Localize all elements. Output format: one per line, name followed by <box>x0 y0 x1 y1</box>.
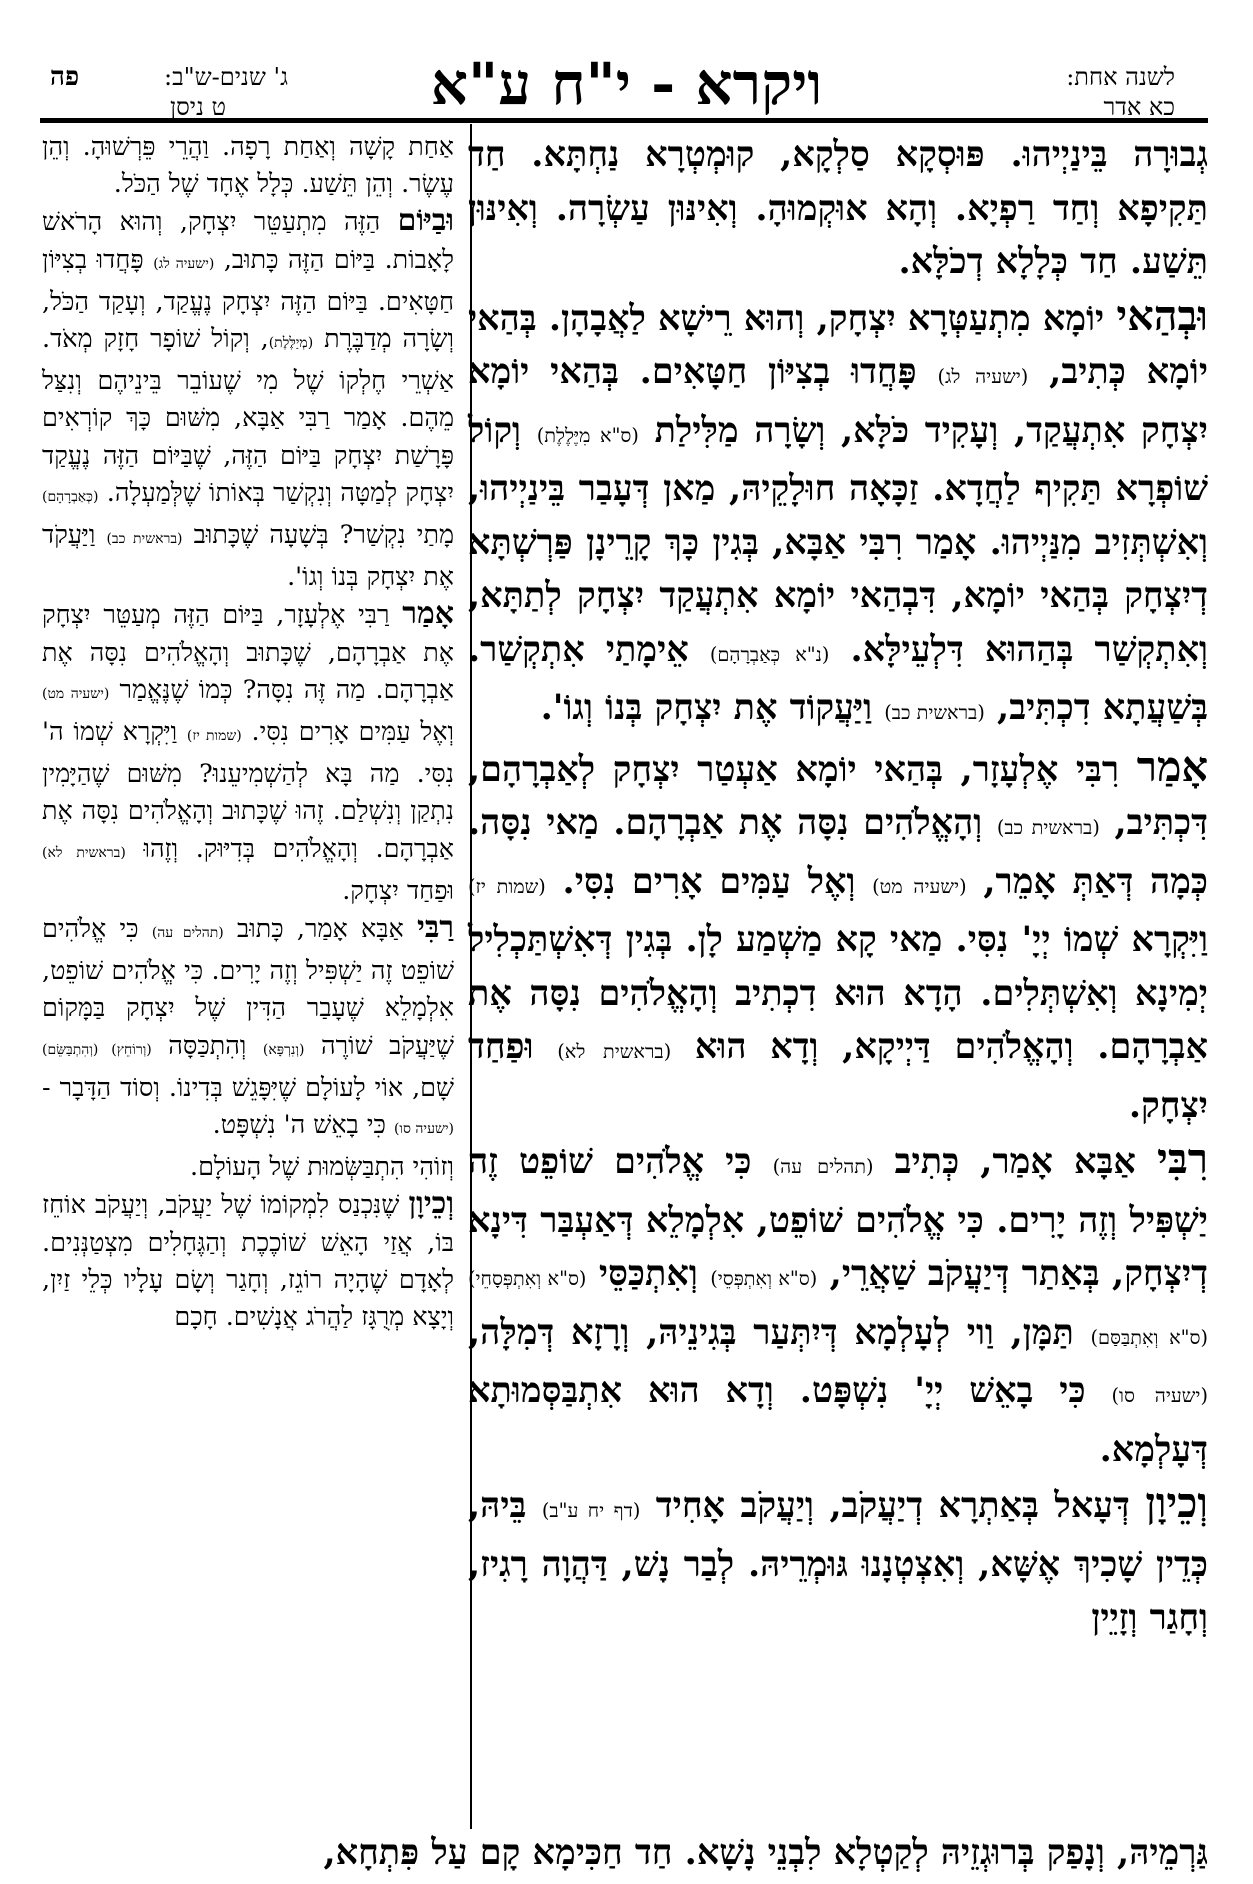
source-reference: (תהלים עה) <box>772 1155 874 1178</box>
aramaic-paragraph-4 <box>468 1132 1208 1476</box>
variant-reading: (ס"א וְאִתְפְּסָחֵי) (ס"א וְאִתְבַּסַּם) <box>468 1267 1208 1349</box>
text-run: פָּחֲדוּ בְצִיּוֹן חַטָּאִים. בַּיּוֹם הַזֶּה יִצְחָק נֶעֱקַד, וְעָקַד הַכֹּל, וְשָׂרָה מְדַבֶּרֶת <box>42 243 454 354</box>
hebrew-paragraph-4 <box>42 909 454 1148</box>
source-reference: (ישעיה סו) <box>393 1121 454 1138</box>
text-run: וַיַּעֲקוֹד אֶת יִצְחָק בְּנוֹ וְגוֹ'. <box>540 687 885 728</box>
text-run: כִּי אֱלֹהִים שׁוֹפֵט זֶה יַשְׁפִּיל וְזֶה יָרִים. כִּי אֱלֹהִים שׁוֹפֵט, אִלְמָלֵא דְּאַעְבַּר דִּינָא דְיִצְחָק, בְּאַתַר דְּיַעֲקֹב שַׁאֲרֵי, <box>468 1141 1208 1294</box>
continuation-line: גַּרְמֵיהּ, וְנָפַק בְּרוּגְזֵיהּ לְקַטְלָא לִבְנֵי נָשָׁא. חַד חַכִּימָא קָם עַל פִּתְחָא, <box>323 1832 1208 1873</box>
aramaic-column <box>468 128 1208 1645</box>
hebrew-paragraph-2 <box>42 202 454 595</box>
source-reference: (שמות יז) <box>186 728 242 745</box>
header-three-year-date: ט ניסן <box>170 93 226 121</box>
text-run: אַבָּא אָמַר, כְּתִיב <box>873 1141 1157 1182</box>
text-run: מָתַי נִקְשַׁר? בְּשָׁעָה שֶׁכָּתוּב <box>182 519 454 550</box>
aramaic-paragraph-5 <box>468 1476 1208 1645</box>
column-divider <box>470 124 472 1829</box>
source-reference: (בראשית כב) <box>884 701 985 724</box>
header-one-year-date: כא אדר <box>1103 93 1175 121</box>
text-run: וְהָאֱלֹהִים נִסָּה אֶת אַבְרָהָם. מַאי נִסָּה. כְּמָה דְּאַתְּ אָמֵר, <box>468 802 1209 902</box>
source-reference: (בראשית לא) <box>557 1040 672 1063</box>
text-run: וְקוֹל שׁוֹפְרָא תַּקִיף לַחֲדָא. זַכָּאָה חוּלָקֵיהּ, מַאן דְּעָבַר בֵּינַיְיהוּ, וְאִשְׁתְּזִיב מִנַּיְיהוּ. אָמַר רִבִּי אַבָּא, בְּגִין כָּךְ קָרֵינָן פַּרְשְׁתָּא דְיִצְחָק בְּהַאי יוֹמָא, דִּבְהַאי יוֹמָא אִתְעֲקַד יִצְחָק לְתַתָּא, וְאִתְקְשַׁר בְּהַהוּא דִּלְעֵילָּא. <box>468 409 1209 670</box>
source-reference: (ישעיה לג) <box>153 255 215 272</box>
text-run: , וְקוֹל שׁוֹפָר חָזָק מְאֹד. אַשְׁרֵי חֶלְקוֹ שֶׁל מִי שֶׁעוֹבֵר בֵּינֵיהֶם וְנִצַּל מֵהֶם. אָמַר רַבִּי אַבָּא, מִשּׁוּם כָּךְ קוֹרְאִים פָּרָשַׁת יִצְחָק בַּיּוֹם הַזֶּה, שֶׁבַּיּוֹם הַזֶּה נֶעֱקַד יִצְחָק לְמַטָּה וְנִקְשַׁר בְּאוֹתוֹ שֶׁלְּמַעְלָה. <box>42 323 454 507</box>
text-run: רַבִּי אֶלְעָזָר, בַּיּוֹם הַזֶּה מְעַטֵּר יִצְחָק אֶת אַבְרָהָם, שֶׁכָּתוּב וְהָאֱלֹהִים נִסָּה אֶת אַבְרָהָם. מַה זֶּה נִסָּה? כְּמוֹ שֶׁנֶּאֱמַר <box>42 599 454 704</box>
opening-word: וּבְהַאי <box>1116 290 1208 340</box>
text-run: וּפַחַד יִצְחָק. <box>468 1026 1208 1126</box>
hebrew-paragraph-6 <box>42 1185 454 1335</box>
variant-reading: (כְּאַבְרָהָם) <box>42 488 99 505</box>
text-run: שָׁם, אוֹי לָעוֹלָם שֶׁיִּפָּגֵשׁ בְּדִינוֹ. וְסוֹד הַדָּבָר - <box>42 1071 454 1102</box>
text-run: אֵימָתַי אִתְקְשַׁר. בְּשַׁעֲתָא דִכְתִּיב, <box>468 628 1208 728</box>
header-three-year-label: ג' שנים-ש"ב: <box>163 63 288 91</box>
page-number: פה <box>50 62 80 92</box>
text-run: וְהִתְכַּסָּה <box>151 1029 263 1060</box>
variant-reading: (וְנִרְפָּא) <box>262 1041 305 1058</box>
hebrew-paragraph-3 <box>42 595 454 909</box>
aramaic-paragraph-2 <box>468 289 1208 740</box>
text-run: תַּמָּן, וַוי לְעָלְמָא דְּיִתְּעַר בְּגִינֵיהּ, וְרָזָא דְּמִלָּה, <box>468 1311 1091 1353</box>
variant-reading: (מְיַלֶּלֶת) <box>268 335 314 352</box>
text-run: יוֹמָא מִתְעַטְּרָא יִצְחָק, וְהוּא רֵישָׁא לַאֲבָהָן. בְּהַאי יוֹמָא כְּתִיב, <box>468 297 1208 392</box>
page-title: ויקרא - י"ח ע"א <box>430 50 823 118</box>
opening-word: וְכֵיוָן <box>1145 1478 1208 1527</box>
text-run: בֵּיהּ, כְּדֵין שָׁכִיךְ אֶשָּׁא, וְאִצְטְנָנוּ גּוּמְרֵיהּ. לְבַר נָשׁ, דַּהֲוָה רָגִיז, וְחָגַר וְזָיֵין <box>468 1485 1208 1638</box>
header-reading-schedule-three-year <box>50 62 288 122</box>
text-run: רִבִּי אֶלְעָזָר, בְּהַאי יוֹמָא אַעְטַר יִצְחָק לְאַבְרָהָם, דִּכְתִּיב, <box>468 748 1208 843</box>
opening-word: וּבַיּוֹם <box>397 203 454 239</box>
source-reference: (ישעיה מט) <box>872 874 967 898</box>
variant-reading: (ס"א וְאִתְפְּסֵי) <box>710 1267 818 1290</box>
text-run: הַזֶּה מִתְעַטֵּר יִצְחָק, וְהוּא הָרֹאשׁ לָאָבוֹת. בַּיּוֹם הַזֶּה כָּתוּב, <box>42 206 454 274</box>
opening-word: וְכֵיוָן <box>408 1186 454 1222</box>
variant-reading: (ס"א מִיֶּלֶלֶת) <box>536 423 639 447</box>
source-reference: (בראשית כב) <box>996 816 1100 839</box>
folio-reference: (דף יח ע"ב) <box>541 1499 641 1522</box>
text-run: וַיִּקְרָא שְׁמוֹ יְיָ' נִסִּי. מַאי קָא מַשְׁמַע לָן. בְּגִין דְּאִשְׁתַּכְלִיל יְמִינָא וְאִשְׁתְּלִים. הָדָא הוּא דִכְתִיב וְהָאֱלֹהִים נִסָּה אֶת אַבְרָהָם. וְהָאֱלֹהִים דַּיְיקָא, וְדָא הוּא <box>468 919 1208 1067</box>
source-reference: (ישעיה מט) <box>42 685 110 702</box>
source-reference: (בראשית כב) <box>106 531 183 548</box>
variant-reading: (נ"א כְּאַבְרָהָם) <box>709 642 830 666</box>
text-run: דְּעָאל בְּאַתְרָא דְיַעֲקֹב, וְיַעֲקֹב אָחִיד <box>640 1485 1146 1526</box>
text-run: כִּי בָאֵשׁ יְיָ' נִשְׁפָּט. וְדָא הוּא אִתְבַּסְּמוּתָא דְּעָלְמָא. <box>468 1370 1208 1470</box>
source-reference: (תהלים עה) <box>151 925 224 942</box>
source-reference: (ישעיה סו) <box>1111 1384 1208 1407</box>
text-run: וְאֶל עַמִּים אָרִים נִסִּי. <box>241 716 454 747</box>
page-header <box>0 0 1253 121</box>
hebrew-paragraph-5: וְזוֹהִי הִתְבַּשְּׂמוּת שֶׁל הָעוֹלָם. <box>190 1151 454 1182</box>
text-run: אַבָּא אָמַר, כָּתוּב <box>223 913 417 944</box>
aramaic-paragraph-1: גְבוּרָה בֵּינַיְיהוּ. פּוּסְקָא סַלְקָא, קוּמְטְרָא נַחְתָּא. חַד תַּקִיפָא וְחַד רַפְיָא. וְהָא אוּקְמוּהָ. וְאִינּוּן עַשְׂרָה. וְאִינּוּן תֵּשַׁע. חַד כְּלָלָא דְכֹלָּא. <box>468 134 1208 282</box>
text-run: וַיַּעֲקֹד אֶת יִצְחָק בְּנוֹ וְגוֹ'. <box>42 519 454 592</box>
text-run: וַיִּקְרָא שְׁמוֹ ה' נִסִּי. מַה בָּא לְהַשְׁמִיעֵנוּ? מִשּׁוּם שֶׁהַיָּמִין נִתְקַן וְנִשְׁלַם. זֶהוּ שֶׁכָּתוּב וְהָאֱלֹהִים נִסָּה אֶת אַבְרָהָם. וְהָאֱלֹהִים בְּדִיּוּק. וְזֶהוּ <box>42 716 454 863</box>
opening-word: רִבִּי <box>1156 1134 1209 1183</box>
text-run: שֶׁנִּכְנַס לִמְקוֹמוֹ שֶׁל יַעֲקֹב, וְיַעֲקֹב אוֹחֵז בּוֹ, אֲזַי הָאֵשׁ שׁוֹכֶכֶת וְהַגֶּחָלִים מִצְטַנְּנִים. לְאָדָם שֶׁהָיָה רוֹגֵז, וְחָגַר וְשָׂם עָלָיו כְּלֵי זַיִן, וְיָצָא מְרֻגָּז לַהֲרֹג אֲנָשִׁים. חָכָם <box>42 1189 454 1332</box>
header-one-year-label: לשנה אחת: <box>1066 63 1175 91</box>
text-run: כִּי בָאֵשׁ ה' נִשְׁפָּט. <box>212 1109 394 1140</box>
source-reference: (ישעיה לג) <box>937 365 1029 388</box>
aramaic-paragraph-3 <box>468 740 1208 1133</box>
header-divider <box>40 118 1208 123</box>
text-run: וּפַחַד יִצְחָק. <box>342 874 454 905</box>
opening-word: אָמַר <box>402 596 454 632</box>
hebrew-paragraph-1: אַחַת קָשָׁה וְאַחַת רָפָה. וַהֲרֵי פֵּרְשׁוּהָ. וְהֵן עֶשֶׂר. וְהֵן תֵּשַׁע. כְּלָל אֶחָד שֶׁל הַכֹּל. <box>42 131 454 199</box>
text-run: וְאִתְכַּסֵּי <box>586 1253 711 1294</box>
source-reference: (שמות יז) <box>468 874 546 898</box>
variant-reading: (וְרוֹחֵץ) (וְהִתְבַּשֵּׂם) <box>42 1041 152 1058</box>
text-run: כִּי אֱלֹהִים שׁוֹפֵט זֶה יַשְׁפִּיל וְזֶה יָרִים. כִּי אֱלֹהִים שׁוֹפֵט, אִלְמָלֵא שֶׁעָבַר הַדִּין שֶׁל יִצְחָק בַּמָּקוֹם שֶׁיַּעֲקֹב שׁוֹרֶה <box>42 913 454 1060</box>
opening-word: אָמַר <box>1136 741 1208 791</box>
text-run: פָּחֲדוּ בְצִיּוֹן חַטָּאִים. בְּהַאי יוֹמָא יִצְחָק אִתְעֲקַד, וְעָקִיד כֹּלָּא, וְשָׂרָה מַלִּילַת <box>468 351 1208 451</box>
hebrew-translation-column <box>42 128 454 1335</box>
text-run: וְאֶל עַמִּים אָרִים נִסִּי. <box>545 860 873 902</box>
source-reference: (בראשית לא) <box>42 844 126 861</box>
opening-word: רַבִּי <box>416 910 454 946</box>
